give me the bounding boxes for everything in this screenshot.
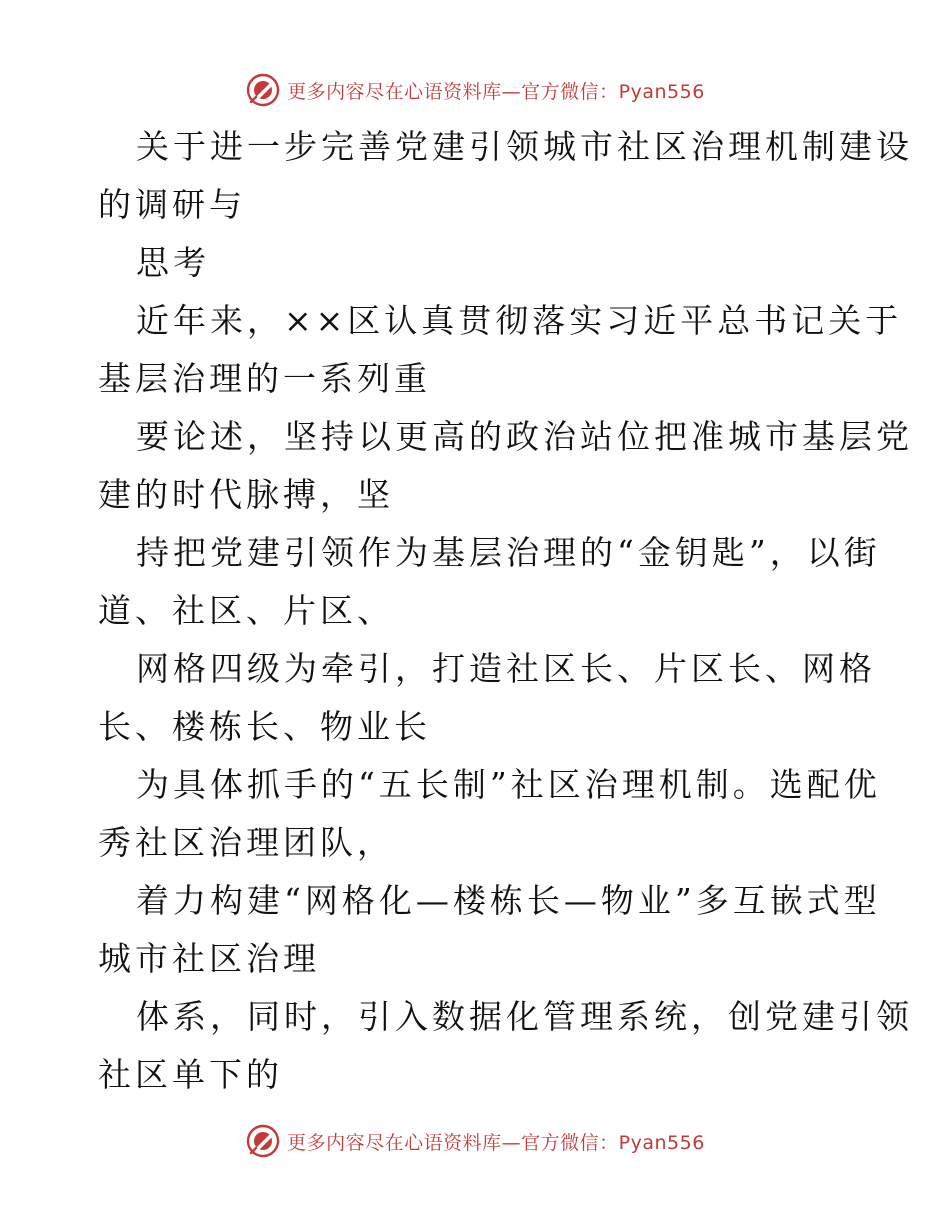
text-line: 要论述，坚持以更高的政治站位把准城市基层党 <box>136 417 913 456</box>
pen-nib-logo-icon <box>245 72 281 108</box>
paragraph <box>98 292 903 408</box>
paragraph <box>98 408 913 524</box>
paragraph <box>98 988 913 1104</box>
header-watermark <box>0 68 950 112</box>
pen-nib-logo-icon <box>245 1123 281 1159</box>
text-line: 基层治理的一系列重 <box>98 359 431 398</box>
text-line: 秀社区治理团队， <box>98 823 394 862</box>
text-line: 城市社区治理 <box>98 939 320 978</box>
paragraph <box>98 640 876 756</box>
document-body <box>98 118 913 1104</box>
text-line: 道、社区、片区、 <box>98 591 394 630</box>
watermark-text: 更多内容尽在心语资料库—官方微信：Pyan556 <box>287 80 705 103</box>
text-line: 体系，同时，引入数据化管理系统，创党建引领 <box>136 997 913 1036</box>
paragraph <box>98 872 881 988</box>
paragraph <box>98 524 881 640</box>
watermark-text: 更多内容尽在心语资料库—官方微信：Pyan556 <box>287 1131 705 1154</box>
text-line: 近年来，××区认真贯彻落实习近平总书记关于 <box>136 301 903 340</box>
paragraph-title <box>98 118 913 234</box>
text-line: 长、楼栋长、物业长 <box>98 707 431 746</box>
text-line: 为具体抓手的“五长制”社区治理机制。选配优 <box>136 765 881 804</box>
paragraph <box>98 756 881 872</box>
text-line: 着力构建“网格化—楼栋长—物业”多互嵌式型 <box>136 881 881 920</box>
text-line: 建的时代脉搏，坚 <box>98 475 394 514</box>
text-line: 网格四级为牵引，打造社区长、片区长、网格 <box>136 649 876 688</box>
paragraph-title-continuation <box>98 234 858 292</box>
text-line: 关于进一步完善党建引领城市社区治理机制建设 <box>136 127 913 166</box>
text-line: 社区单下的 <box>98 1055 283 1094</box>
text-line: 持把党建引领作为基层治理的“金钥匙”，以街 <box>136 533 881 572</box>
footer-watermark <box>0 1119 950 1163</box>
text-line: 思考 <box>136 243 210 282</box>
text-line: 的调研与 <box>98 185 246 224</box>
